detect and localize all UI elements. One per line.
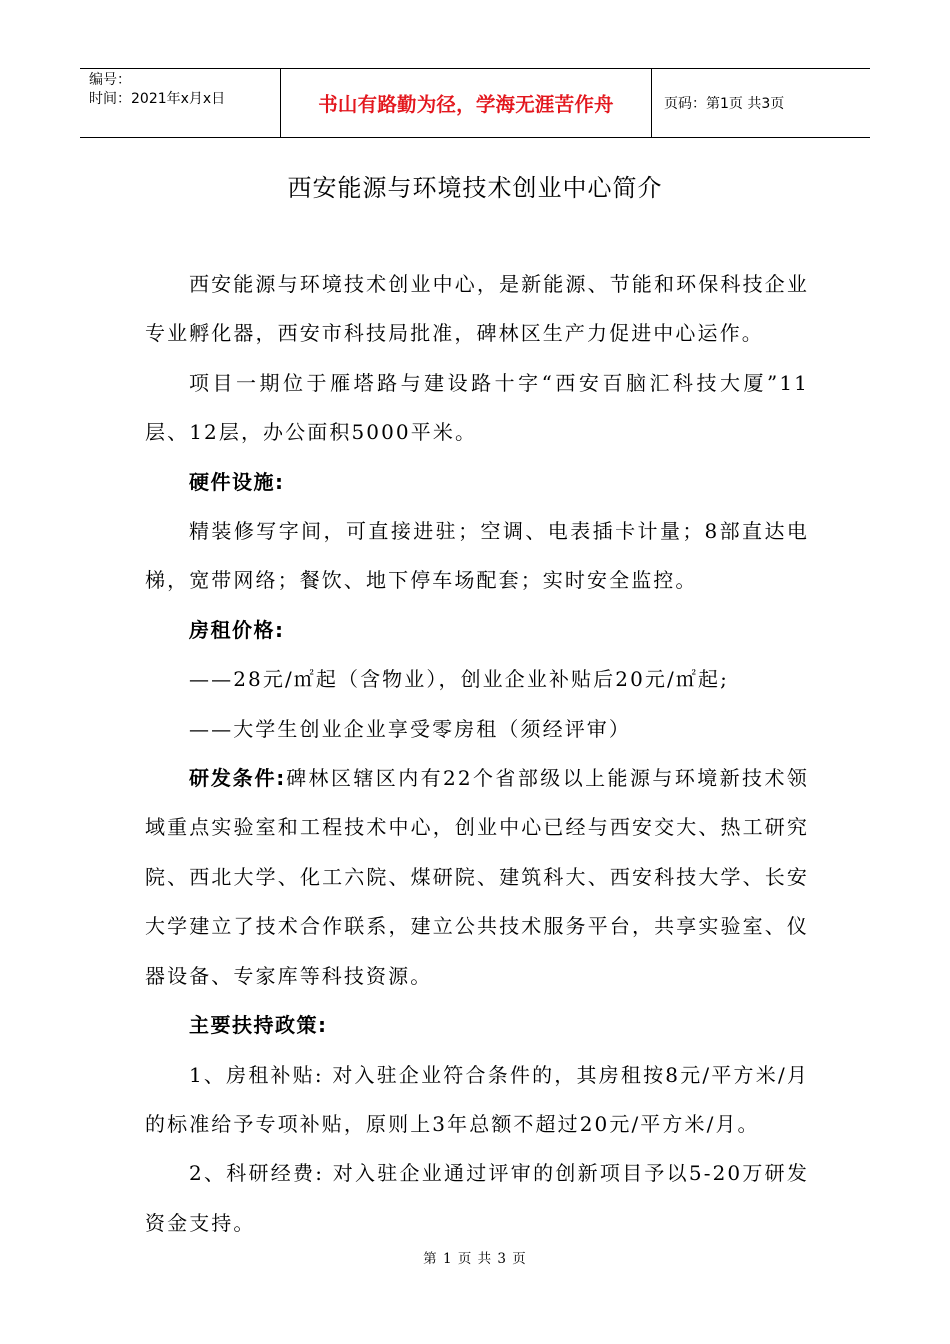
policy-heading: 主要扶持政策: [189,1013,328,1038]
rnd-paragraph [145,754,809,1001]
document-title: 西安能源与环境技术创业中心简介 [287,174,663,202]
policy-item-2: 2、科研经费: 对入驻企业通过评审的创新项目予以5-20万研发资金支持。 [145,1161,809,1235]
header-motto: 书山有路勤为径，学海无涯苦作舟 [318,93,614,116]
document-body [145,260,809,1248]
hardware-heading: 硬件设施: [189,469,285,494]
document-number-label: 编号： [89,72,131,88]
header-page-info: 页码：第1页 共3页 [664,96,785,112]
header-page-cell [652,69,870,137]
intro-paragraph-2: 项目一期位于雁塔路与建设路十字“西安百脑汇科技大厦”11层、12层，办公面积5000平米。 [145,370,809,445]
rent-line-1: ——28元/㎡起（含物业），创业企业补贴后20元/㎡起; [189,667,729,692]
rnd-text: 碑林区辖区内有22个省部级以上能源与环境新技术领域重点实验室和工程技术中心，创业中心已经与西安交大、热工研究院、西北大学、化工六院、煤研院、建筑科大、西安科技大学、长安大学建立了技术合作联系，建立公共技术服务平台，共享实验室、仪器设备、专家库等科技资源。 [145,766,809,988]
intro-paragraph-1: 西安能源与环境技术创业中心，是新能源、节能和环保科技企业专业孵化器，西安市科技局批准，碑林区生产力促进中心运作。 [145,272,809,346]
policy-item-1: 1、房租补贴: 对入驻企业符合条件的，其房租按8元/平方米/月的标准给予专项补贴，原则上3年总额不超过20元/平方米/月。 [145,1062,809,1136]
hardware-paragraph: 精装修写字间，可直接进驻；空调、电表插卡计量；8部直达电梯，宽带网络；餐饮、地下停车场配套；实时安全监控。 [145,519,809,593]
document-date-label: 时间：2021年x月x日 [89,91,226,107]
header-motto-cell [281,69,652,137]
rent-line-2: ——大学生创业企业享受零房租（须经评审） [189,716,631,741]
rnd-label: 研发条件: [189,766,286,791]
page-footer: 第 1 页 共 3 页 [423,1251,527,1267]
rent-heading: 房租价格: [189,617,285,642]
header-meta-cell [80,69,281,137]
document-header [80,68,870,138]
